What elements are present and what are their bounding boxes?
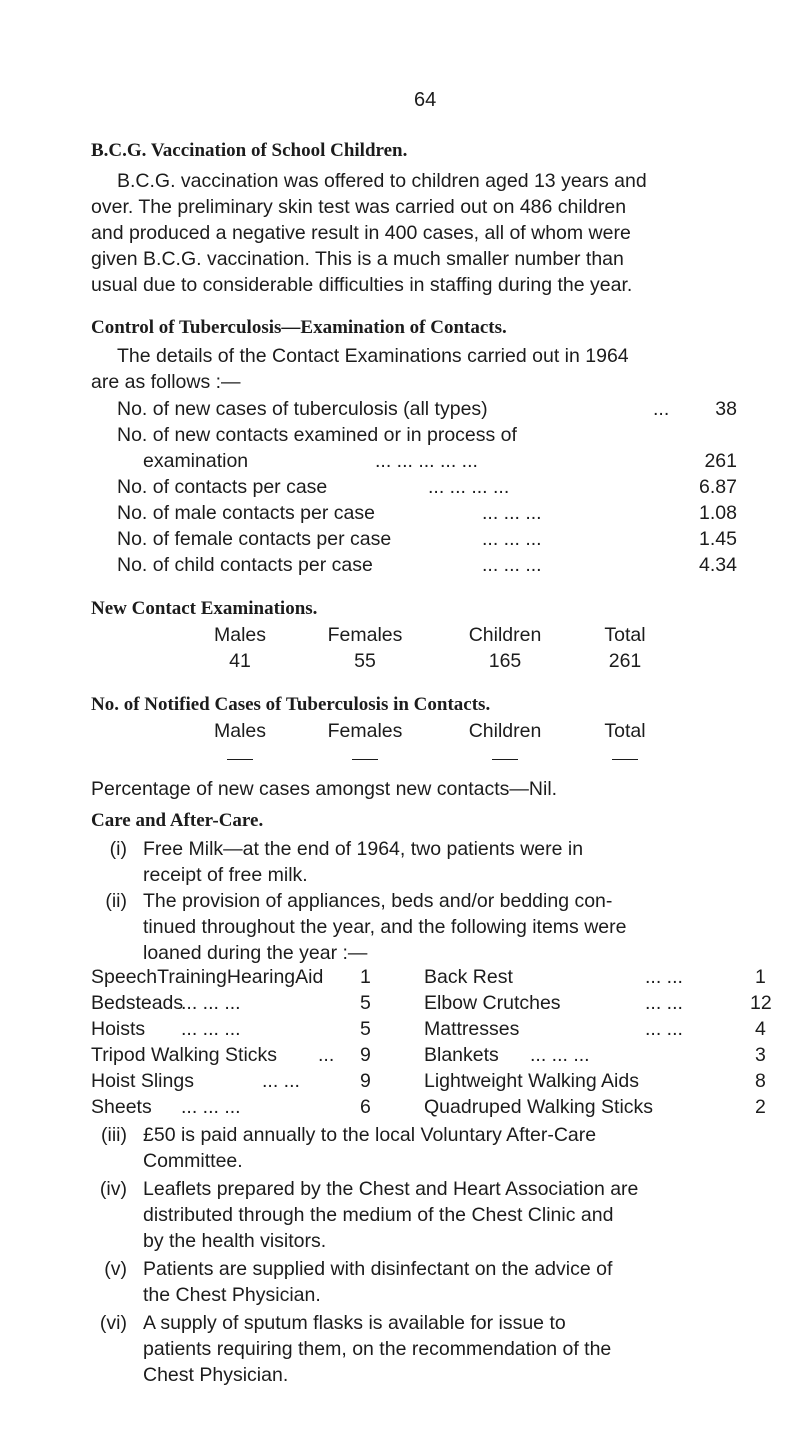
nil-dash xyxy=(612,759,638,760)
appliance-value: 1 xyxy=(360,966,371,988)
care-item-line: £50 is paid annually to the local Voluntary After-Care xyxy=(143,1124,597,1146)
care-item-line: Leaflets prepared by the Chest and Heart Association are xyxy=(143,1178,639,1200)
new-contact-value: 261 xyxy=(608,650,642,672)
contact-row-dots: ... ... ... ... ... xyxy=(375,450,478,472)
appliance-label: Bedsteads xyxy=(91,992,184,1014)
care-item-line: A supply of sputum flasks is available for issue to xyxy=(143,1312,566,1334)
care-item-iv xyxy=(91,1176,769,1254)
contact-row-value: 38 xyxy=(715,398,737,420)
care-item-number: (v) xyxy=(104,1258,127,1280)
contact-row-label: No. of child contacts per case xyxy=(117,554,373,576)
care-item-line: Free Milk—at the end of 1964, two patients were in xyxy=(143,838,584,860)
page-number: 64 xyxy=(414,89,437,111)
appliance-label: Hoist Slings xyxy=(91,1070,194,1092)
care-item-number: (ii) xyxy=(105,890,127,912)
care-item-number: (vi) xyxy=(99,1312,127,1334)
bcg-line: given B.C.G. vaccination. This is a much smaller number than xyxy=(91,248,624,270)
bcg-paragraph xyxy=(91,168,769,298)
new-contact-header: Children xyxy=(468,624,542,646)
contact-row-dots: ... ... ... ... xyxy=(428,476,510,498)
contact-row-dots: ... ... ... xyxy=(482,554,542,576)
contact-row-dots: ... xyxy=(653,398,670,420)
appliance-value: 5 xyxy=(360,1018,371,1040)
bcg-line: usual due to considerable difficulties in staffing during the year. xyxy=(91,274,633,296)
appliance-value: 3 xyxy=(755,1044,766,1066)
appliance-label: Quadruped Walking Sticks xyxy=(424,1096,654,1118)
appliance-value: 9 xyxy=(360,1070,371,1092)
appliance-value: 1 xyxy=(755,966,766,988)
appliance-value: 8 xyxy=(755,1070,766,1092)
care-item-text xyxy=(143,1310,769,1388)
contact-row-label: No. of new cases of tuberculosis (all types) xyxy=(117,398,488,420)
notified-header: Total xyxy=(604,720,646,742)
appliance-dots: ... xyxy=(318,1044,335,1066)
care-item-line: patients requiring them, on the recommendation of the xyxy=(143,1338,612,1360)
appliance-dots: ... ... xyxy=(645,992,683,1014)
percentage-line: Percentage of new cases amongst new contacts—Nil. xyxy=(91,778,558,800)
care-heading: Care and After-Care. xyxy=(91,810,264,831)
contact-row-value: 1.08 xyxy=(699,502,737,524)
care-item-text xyxy=(143,1122,769,1174)
care-item-number: (iv) xyxy=(99,1178,127,1200)
appliance-value: 4 xyxy=(755,1018,766,1040)
appliance-value: 12 xyxy=(750,992,772,1014)
appliance-label: Sheets xyxy=(91,1096,152,1118)
care-item-i xyxy=(91,836,769,888)
contact-row-label: examination xyxy=(143,450,249,472)
care-item-text xyxy=(143,1176,769,1254)
care-item-text xyxy=(143,888,769,966)
bcg-heading: B.C.G. Vaccination of School Children. xyxy=(91,140,408,161)
appliance-label: Lightweight Walking Aids xyxy=(424,1070,639,1092)
appliance-value: 2 xyxy=(755,1096,766,1118)
appliance-dots: ... ... ... xyxy=(530,1044,590,1066)
bcg-line: and produced a negative result in 400 cases, all of whom were xyxy=(91,222,631,244)
care-item-v xyxy=(91,1256,769,1308)
care-item-line: Patients are supplied with disinfectant on the advice of xyxy=(143,1258,613,1280)
care-item-line: distributed through the medium of the Chest Clinic and xyxy=(143,1204,614,1226)
contact-row-dots: ... ... ... xyxy=(482,528,542,550)
contact-row-value: 1.45 xyxy=(699,528,737,550)
care-item-iii xyxy=(91,1122,769,1174)
appliance-dots: ... ... ... xyxy=(181,992,241,1014)
nil-dash xyxy=(227,759,253,760)
new-contact-header: Males xyxy=(213,624,267,646)
care-item-number: (iii) xyxy=(101,1124,127,1146)
new-contact-value: 165 xyxy=(488,650,522,672)
care-item-text xyxy=(143,1256,769,1308)
appliance-dots: ... ... ... xyxy=(181,1096,241,1118)
contact-row-label: No. of new contacts examined or in process of xyxy=(117,424,517,446)
appliance-dots: ... ... xyxy=(262,1070,300,1092)
nil-dash xyxy=(492,759,518,760)
new-contact-value: 55 xyxy=(354,650,376,672)
control-heading: Control of Tuberculosis—Examination of Contacts. xyxy=(91,317,507,338)
control-intro xyxy=(91,343,769,395)
appliance-label: Back Rest xyxy=(424,966,513,988)
care-item-line: tinued throughout the year, and the following items were xyxy=(143,916,627,938)
care-item-vi xyxy=(91,1310,769,1388)
appliance-label: SpeechTrainingHearingAid xyxy=(91,966,324,988)
appliance-dots: ... ... ... xyxy=(181,1018,241,1040)
notified-header: Females xyxy=(327,720,403,742)
contact-row-label: No. of contacts per case xyxy=(117,476,328,498)
notified-header: Males xyxy=(213,720,267,742)
appliance-label: Mattresses xyxy=(424,1018,520,1040)
notified-header: Children xyxy=(468,720,542,742)
new-contact-header: Total xyxy=(604,624,646,646)
bcg-line: over. The preliminary skin test was carried out on 486 children xyxy=(91,196,627,218)
appliance-label: Tripod Walking Sticks xyxy=(91,1044,278,1066)
appliance-label: Blankets xyxy=(424,1044,499,1066)
care-item-line: by the health visitors. xyxy=(143,1230,327,1252)
appliance-label: Hoists xyxy=(91,1018,146,1040)
care-item-line: receipt of free milk. xyxy=(143,864,308,886)
care-item-line: the Chest Physician. xyxy=(143,1284,321,1306)
contact-row-dots: ... ... ... xyxy=(482,502,542,524)
appliance-dots: ... ... xyxy=(645,1018,683,1040)
nil-dash xyxy=(352,759,378,760)
contact-row-value: 6.87 xyxy=(699,476,737,498)
contact-row-value: 4.34 xyxy=(699,554,737,576)
care-item-text xyxy=(143,836,769,888)
control-intro-line: are as follows :— xyxy=(91,371,241,393)
notified-heading: No. of Notified Cases of Tuberculosis in Contacts. xyxy=(91,694,491,715)
appliance-value: 9 xyxy=(360,1044,371,1066)
care-item-line: Chest Physician. xyxy=(143,1364,289,1386)
control-intro-line: The details of the Contact Examinations carried out in 1964 xyxy=(117,345,629,367)
contact-row-label: No. of female contacts per case xyxy=(117,528,392,550)
care-item-line: Committee. xyxy=(143,1150,243,1172)
bcg-line: B.C.G. vaccination was offered to children aged 13 years and xyxy=(117,170,647,192)
new-contact-value: 41 xyxy=(229,650,251,672)
care-item-line: The provision of appliances, beds and/or bedding con- xyxy=(143,890,613,912)
new-contact-header: Females xyxy=(327,624,403,646)
appliance-value: 6 xyxy=(360,1096,371,1118)
care-item-ii xyxy=(91,888,769,966)
contact-row-label: No. of male contacts per case xyxy=(117,502,375,524)
contact-row-value: 261 xyxy=(704,450,737,472)
appliance-value: 5 xyxy=(360,992,371,1014)
appliance-label: Elbow Crutches xyxy=(424,992,561,1014)
care-item-number: (i) xyxy=(109,838,127,860)
new-contact-heading: New Contact Examinations. xyxy=(91,598,318,619)
care-item-line: loaned during the year :— xyxy=(143,942,368,964)
appliance-dots: ... ... xyxy=(645,966,683,988)
